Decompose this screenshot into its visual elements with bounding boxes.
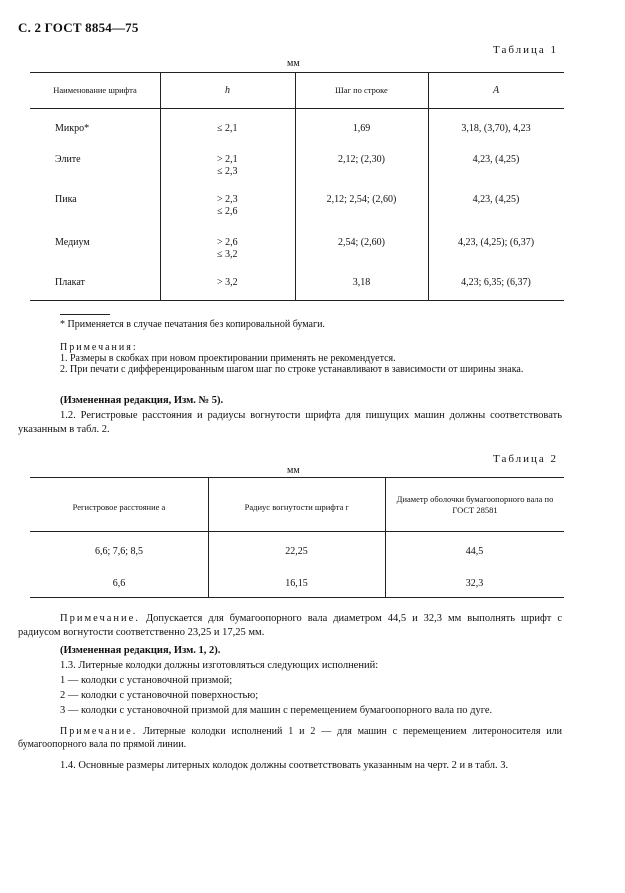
table-1-row-a: 3,18, (3,70), 4,23 — [461, 123, 531, 134]
note-2-label: Примечание. — [60, 613, 140, 624]
table-2-cell: 44,5 — [465, 546, 484, 557]
paragraph-1-3: 1.3. Литерные колодки должны изготовляться следующих исполнений: — [60, 660, 379, 671]
table-1-row-a: 4,23, (4,25) — [472, 154, 520, 165]
table-1-col-divider — [428, 72, 429, 300]
table-1-row-h: ≤ 2,3 — [217, 166, 238, 177]
table-1-header-name: Наименование шрифта — [53, 85, 137, 95]
table-2-bottom-rule — [30, 597, 564, 598]
table-1-row-step: 2,12; (2,30) — [338, 154, 385, 165]
amendment-1: (Измененная редакция, Изм. № 5). — [60, 395, 224, 406]
table-1-row-h: > 2,3 — [217, 194, 238, 205]
paragraph-1-2: 1.2. Регистровые расстояния и радиусы вогнутости шрифта для пишущих машин должны соответствовать указанным в табл. 2. — [18, 410, 562, 435]
table-2-cell: 22,25 — [285, 546, 308, 557]
table-1-row-name: Микро* — [55, 123, 90, 134]
list-item: 1 — колодки с установочной призмой; — [60, 675, 233, 686]
table-1-header-rule — [30, 108, 564, 109]
table-1-unit: мм — [287, 58, 300, 69]
table-2-header-rule — [30, 531, 564, 532]
notes-1-item: 2. При печати с дифференцированным шагом шаг по строке устанавливают в зависимости от ширины знака. — [60, 364, 524, 375]
table-1-top-rule — [30, 72, 564, 73]
table-1-row-name: Медиум — [55, 237, 90, 248]
table-1-row-name: Пика — [55, 194, 77, 205]
footnote: * Применяется в случае печатания без копировальной бумаги. — [60, 319, 325, 330]
table-1-col-divider — [160, 72, 161, 300]
table-1-row-h: ≤ 2,6 — [217, 206, 238, 217]
table-1-row-h: ≤ 2,1 — [217, 123, 238, 134]
notes-1-item: 1. Размеры в скобках при новом проектировании применять не рекомендуется. — [60, 353, 396, 364]
table-1-row-h: > 3,2 — [217, 277, 238, 288]
table-1-bottom-rule — [30, 300, 564, 301]
table-1-col-divider — [295, 72, 296, 300]
table-1-row-h: ≤ 3,2 — [217, 249, 238, 260]
amendment-2: (Измененная редакция, Изм. 1, 2). — [60, 645, 221, 656]
table-1-header-a: A — [492, 85, 500, 96]
list-item: 3 — колодки с установочной призмой для машин с перемещением бумагоопорного вала по дуге. — [60, 705, 493, 716]
paragraph-1-4: 1.4. Основные размеры литерных колодок должны соответствовать указанным на черт. 2 и в табл. 3. — [60, 760, 509, 771]
table-2-cell: 6,6; 7,6; 8,5 — [94, 546, 144, 557]
note-2 — [18, 612, 562, 639]
table-1-header-h: h — [225, 85, 230, 96]
table-1-row-h: > 2,6 — [217, 237, 238, 248]
table-2-top-rule — [30, 477, 564, 478]
table-2-unit: мм — [287, 465, 300, 476]
notes-1-title: Примечания: — [60, 342, 138, 353]
note-3-text: Литерные колодки исполнений 1 и 2 — для машин с перемещением литероносителя или бумагоопорного вала по прямой линии. — [18, 726, 563, 750]
list-item: 2 — колодки с установочной поверхностью; — [60, 690, 259, 701]
table-1-row-h: > 2,1 — [217, 154, 238, 165]
table-2-header-diameter: Диаметр оболочки бумагоопорного вала по ГОСТ 28581 — [396, 494, 554, 515]
table-1-row-step: 3,18 — [352, 277, 371, 288]
table-1-header-step: Шаг по строке — [335, 85, 388, 95]
footnote-rule — [60, 314, 110, 315]
table-1-caption: Таблица 1 — [493, 44, 559, 56]
table-1-row-a: 4,23; 6,35; (6,37) — [461, 277, 531, 288]
table-1-row-a: 4,23, (4,25); (6,37) — [457, 237, 535, 248]
table-2-cell: 16,15 — [285, 578, 308, 589]
table-1-row-a: 4,23, (4,25) — [472, 194, 520, 205]
table-2-header-register: Регистровое расстояние a — [72, 502, 166, 512]
table-2-header-radius: Радиус вогнутости шрифта r — [244, 502, 349, 512]
table-1-row-step: 2,54; (2,60) — [338, 237, 385, 248]
table-2-cell: 6,6 — [112, 578, 126, 589]
page-header: С. 2 ГОСТ 8854—75 — [18, 20, 139, 35]
table-1-row-name: Плакат — [55, 277, 85, 288]
table-2-caption: Таблица 2 — [493, 453, 559, 465]
table-1-row-step: 2,12; 2,54; (2,60) — [326, 194, 397, 205]
note-3-label: Примечание. — [60, 726, 138, 737]
note-2-text: Допускается для бумагоопорного вала диаметром 44,5 и 32,3 мм выполнять шрифт с радиусом вогнутости соответственно 23,25 и 17,25 мм. — [18, 613, 562, 638]
table-1-row-step: 1,69 — [352, 123, 371, 134]
note-3 — [18, 726, 562, 751]
table-1-row-name: Элите — [55, 154, 81, 165]
table-2-cell: 32,3 — [465, 578, 484, 589]
